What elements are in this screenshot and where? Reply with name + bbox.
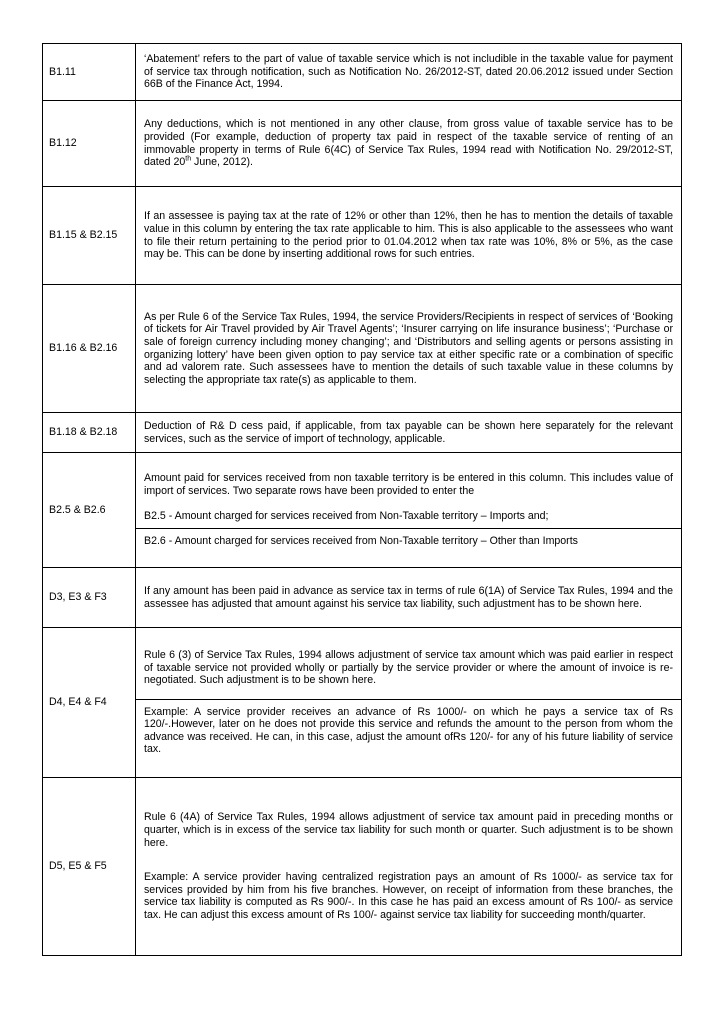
- row-code: D5, E5 & F5: [43, 778, 136, 956]
- row-code: B1.18 & B2.18: [43, 413, 136, 453]
- row-description: [136, 453, 682, 568]
- row-subitem-divided: [136, 528, 681, 548]
- row-description: [136, 101, 682, 187]
- table-row: [43, 568, 682, 628]
- row-description: [136, 187, 682, 285]
- row-code: B2.5 & B2.6: [43, 453, 136, 568]
- row-code: B1.16 & B2.16: [43, 285, 136, 413]
- row-subitem: B2.6 - Amount charged for services received from Non-Taxable territory – Other than Imports: [144, 535, 578, 548]
- row-text: If any amount has been paid in advance as service tax in terms of rule 6(1A) of Service Tax Rules, 1994 and the assessee has adjusted that amount against his service tax liability, such adjustment has to be shown here.: [144, 584, 673, 610]
- row-description: [136, 628, 682, 778]
- row-text: Rule 6 (4A) of Service Tax Rules, 1994 allows adjustment of service tax amount paid in preceding months or quarter, which is in excess of the service tax liability for such month or quarter. Such adjustment is to be shown here.: [144, 811, 673, 849]
- row-text: As per Rule 6 of the Service Tax Rules, 1994, the service Providers/Recipients in respect of services of ‘Booking of tickets for Air Travel provided by Air Travel Agents’; ‘Insurer carrying on life insurance business’; ‘Purchase or sale of foreign currency including money changing’; and ‘Distributors and selling agents or persons assisting in organizing lottery’ have been given option to pay service tax at either specific rate or a combination of specific and ad valorem rate. Such assessees have to mention the details of such taxable value in these columns by selecting the appropriate tax rate(s) as applicable to them.: [144, 310, 673, 386]
- row-example: Example: A service provider receives an advance of Rs 1000/- on which he pays a service tax of Rs 120/-.However, later on he does not provide this service and refunds the amount to the person from whom the advance was received. He can, in this case, adjust the amount ofRs 120/- for any of his future liability of service tax.: [144, 705, 673, 756]
- instructions-table: [42, 43, 682, 956]
- row-code: D4, E4 & F4: [43, 628, 136, 778]
- row-description: [136, 285, 682, 413]
- row-code: B1.12: [43, 101, 136, 187]
- table-row: [43, 413, 682, 453]
- row-text-part: Any deductions, which is not mentioned in any other clause, from gross value of taxable service has to be provided (For example, deduction of property tax paid in respect of the taxable service of renting of an immovable property in terms of Rule 6(4C) of Service Tax Rules, 1994 read with Notification No. 29/2012-ST, dated 20: [144, 118, 673, 169]
- row-description: [136, 778, 682, 956]
- table-row: [43, 453, 682, 568]
- row-example-divided: [136, 699, 681, 756]
- row-description: [136, 413, 682, 453]
- row-text: If an assessee is paying tax at the rate of 12% or other than 12%, then he has to mention the details of taxable value in this column by entering the tax rate applicable to him. This is also applicable to the assessees who want to file their return pertaining to the period prior to 01.04.2012 when tax rate was 10%, 8% or 5%, as the case may be. This can be done by inserting additional rows for such entries.: [144, 210, 673, 261]
- row-description: [136, 44, 682, 101]
- table-row: [43, 285, 682, 413]
- row-text: Deduction of R& D cess paid, if applicable, from tax payable can be shown here separately for the relevant services, such as the service of import of technology, applicable.: [144, 419, 673, 445]
- row-example: Example: A service provider having centralized registration pays an amount of Rs 1000/- as service tax for services provided by him from his five branches. However, on receipt of information from these branches, the service tax liability is computed as Rs 900/-. In this case he has paid an excess amount of Rs 100/- as service tax. He can adjust this excess amount of Rs 100/- against service tax liability for succeeding month/quarter.: [144, 871, 673, 921]
- row-text: ‘Abatement’ refers to the part of value of taxable service which is not includible in the taxable value for payment of service tax through notification, such as Notification No. 26/2012-ST, dated 20.06.2012 issued under Section 66B of the Finance Act, 1994.: [144, 53, 673, 91]
- row-text-part: June, 2012).: [191, 156, 253, 169]
- row-description: [136, 568, 682, 628]
- row-code: B1.15 & B2.15: [43, 187, 136, 285]
- superscript: th: [185, 155, 192, 163]
- row-text: Rule 6 (3) of Service Tax Rules, 1994 allows adjustment of service tax amount which was paid earlier in respect of taxable service not provided wholly or partially by the service provider or where the amount of invoice is re-negotiated. Such adjustment is to be shown here.: [144, 648, 673, 687]
- row-text: Amount paid for services received from non taxable territory is be entered in this column. This includes value of import of services. Two separate rows have been provided to enter the: [144, 472, 673, 497]
- table-row: [43, 778, 682, 956]
- row-text: [144, 118, 673, 168]
- row-code: B1.11: [43, 44, 136, 101]
- table-row: [43, 101, 682, 187]
- table-row: [43, 44, 682, 101]
- row-code: D3, E3 & F3: [43, 568, 136, 628]
- row-subitem: B2.5 - Amount charged for services received from Non-Taxable territory – Imports and;: [144, 509, 549, 522]
- table-row: [43, 628, 682, 778]
- table-row: [43, 187, 682, 285]
